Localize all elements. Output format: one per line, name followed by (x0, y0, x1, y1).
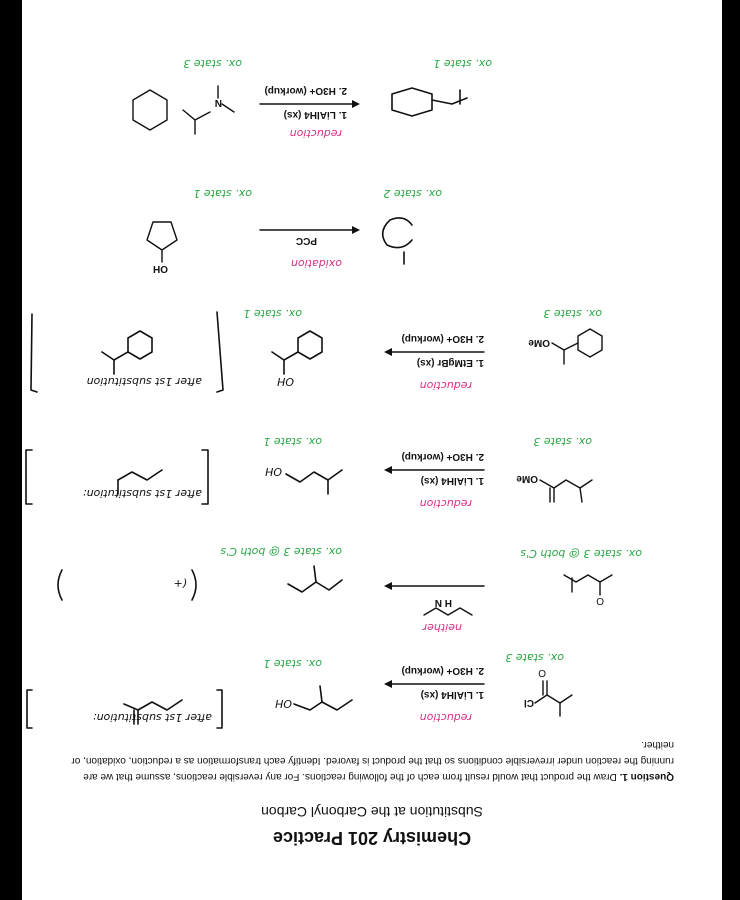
reagent-line-1: 1. EtMgBr (xs) (416, 357, 484, 368)
reagent-line-2: 2. H3O+ (workup) (401, 451, 484, 462)
arrowhead-icon (384, 348, 392, 356)
product-5 (383, 218, 412, 264)
product-oxidation-note: ox. state 3 @ both C's (220, 545, 342, 558)
sm-oxidation-note: ox. state 3 (533, 435, 592, 448)
product-label: OH (277, 375, 294, 388)
arrowhead-icon (352, 100, 360, 108)
reaction-1 (27, 651, 572, 728)
product-oxidation-note: ox. state 1 (263, 435, 322, 448)
sm-oxidation-note: ox. state 3 (505, 651, 564, 664)
product-oxidation-note: ox. state 1 (243, 307, 302, 320)
amine-reagent-structure (424, 608, 472, 615)
classification-note: oxidation (290, 257, 342, 270)
product-label: OH (265, 465, 282, 478)
reagent-line-2: 2. H3O+ (workup) (401, 665, 484, 676)
starting-material-3 (516, 473, 592, 502)
methoxy-label: OMe (528, 337, 550, 348)
sm-oxidation-note: ox. state 1 (193, 187, 252, 200)
byproduct-2 (58, 570, 196, 600)
classification-note: reduction (419, 379, 472, 392)
starting-material-5 (147, 222, 177, 274)
reaction-3 (26, 435, 592, 510)
reagent-line-1: 1. LiAlH4 (xs) (420, 475, 484, 486)
starting-material-2 (564, 575, 612, 606)
arrowhead-icon (352, 226, 360, 234)
worksheet-title: Chemistry 201 Practice (272, 828, 472, 848)
hydroxyl-label: OH (153, 263, 168, 274)
amine-reagent-label: H N (434, 597, 452, 608)
intermediate-4 (31, 312, 223, 392)
intermediate-1 (27, 690, 222, 728)
reagent-line-2: 2. H3O+ (workup) (401, 333, 484, 344)
reaction-drawings (22, 0, 722, 900)
reagent-line-1: 1. LiAlH4 (xs) (420, 689, 484, 700)
product-oxidation-note: ox. state 1 (263, 657, 322, 670)
methoxy-label: OMe (516, 473, 538, 484)
intermediate-note: after 1st substitution (86, 375, 202, 388)
product-4 (272, 331, 322, 388)
reaction-5 (147, 187, 442, 274)
product-3 (265, 465, 342, 494)
sm-oxidation-note: ox. state 3 @ both C's (520, 547, 642, 560)
intermediate-note: after 1st substitution: (92, 711, 212, 724)
sm-oxidation-note: ox. state 3 (183, 57, 242, 70)
reagent-line-1: 1. LiAlH4 (xs) (283, 109, 347, 120)
reaction-6 (133, 57, 492, 140)
byproduct-note: (+ (173, 577, 187, 590)
classification-note: reduction (289, 127, 342, 140)
product-label: OH (275, 697, 292, 710)
reaction-4 (31, 307, 602, 392)
sm-oxidation-note: ox. state 3 (543, 307, 602, 320)
product-oxidation-note: ox. state 2 (383, 187, 442, 200)
product-1 (275, 686, 352, 710)
oxygen-label: O (596, 595, 604, 606)
arrowhead-icon (384, 582, 392, 590)
worksheet-page (22, 0, 722, 900)
classification-note: reduction (419, 497, 472, 510)
reagent-line-2: 2. H3O+ (workup) (264, 85, 347, 96)
starting-material-1 (524, 667, 572, 716)
product-oxidation-note: ox. state 1 (433, 57, 492, 70)
amide-n-label: N (214, 97, 222, 108)
starting-material-4 (528, 329, 602, 364)
intermediate-3 (26, 450, 208, 504)
question-text: Draw the product that would result from each of the following reactions. For any reversible reactions, assume that we are running the reaction under irreversible conditions so that the product is favored. Identify each transformation as a reduction, oxidation, or neither. (71, 739, 674, 782)
oxygen-label: O (538, 667, 546, 678)
arrowhead-icon (384, 466, 392, 474)
product-6 (392, 88, 467, 116)
reaction-2 (58, 545, 642, 634)
product-2 (288, 566, 342, 592)
worksheet-subtitle: Substitution at the Carbonyl Carbon (261, 804, 483, 820)
leaving-group-label: Cl (524, 697, 534, 708)
classification-note: reduction (419, 711, 472, 724)
starting-material-6 (133, 86, 234, 134)
reagent-line-1: PCC (295, 235, 317, 246)
intermediate-note: after 1st substitution: (82, 487, 202, 500)
classification-note: neither (422, 621, 462, 634)
arrowhead-icon (384, 680, 392, 688)
question-label: Question 1. (619, 771, 674, 782)
